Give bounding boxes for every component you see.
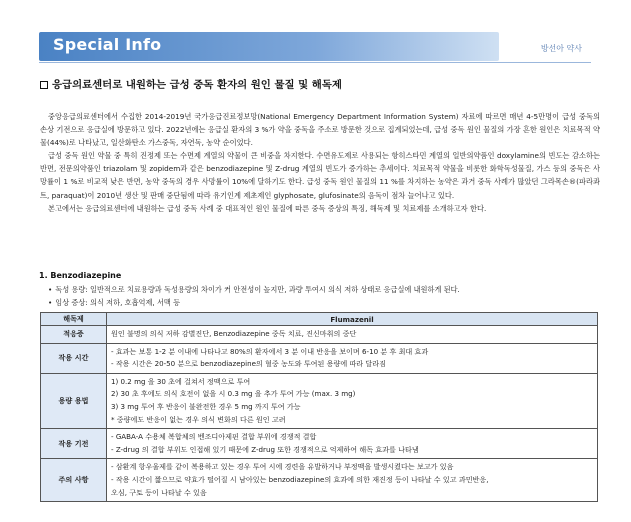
row-line: * 중량에도 반응이 없는 경우 의식 변화의 다른 원인 고려 [111,414,286,424]
banner-title: Special Info [53,35,162,54]
author-name: 방선아 약사 [540,44,582,53]
row-line: - 효과는 보통 1-2 분 이내에 나타나고 80%의 환자에서 3 분 이내 반응을 보이며 6-10 분 후 최대 효과 [111,346,429,356]
row-line: - Z-drug 의 결합 부위도 인접해 있기 때문에 Z-drug 또한 경쟁적으로 억제하여 해독 효과를 나타냄 [111,444,419,454]
row-line: 2) 30 초 후에도 의식 호전이 없을 시 0.3 mg 을 추가 투여 가능 (max. 3 mg) [111,389,356,399]
body-text [40,110,600,215]
bullet-item [48,297,598,310]
section-heading [40,76,600,91]
row-line: 오심, 구토 등이 나타날 수 있음 [111,487,207,497]
table-header-value: Flumazenil [107,313,598,326]
row-content [107,459,598,502]
table-row [41,343,598,373]
section-heading-text: 응급의료센터로 내원하는 급성 중독 환자의 원인 물질 및 해독제 [52,79,342,91]
table-header-label: 해독제 [41,313,107,326]
paragraph: 중앙응급의료센터에서 수집한 2014-2019년 국가응급진료정보망(National Emergency Department Information System) 자료에 따르면 매년 4-5만명이 급성 중독의 손상 기전으로 응급실에 방문하고 있다. 2022년에는 응급실 환자의 3 %가 약을 중독을 주소로 방문한 것으로 집계되었는데, 급성 중독 원인 물질의 가장 흔한 원인은 치료목적 약물(44%)로 나타났고, 일산화탄소 가스중독, 자연독, 농약 순이었다. [40,112,600,148]
row-line: 1) 0.2 mg 을 30 초에 걸쳐서 정맥으로 투여 [111,376,251,386]
drug-bullets [48,284,598,310]
row-label: 작용 시간 [41,343,107,373]
row-content [107,429,598,459]
row-line: 원인 불명의 의식 저하 감별진단, Benzodiazepine 중독 치료, 진신마취의 중단 [111,329,357,338]
table-row [41,429,598,459]
row-line: - 작용 시간은 20-50 분으로 benzodiazepine의 혈중 농도와 투여된 용량에 따라 달라짐 [111,359,386,369]
table-header-row [41,313,598,326]
bullet-item [48,284,598,297]
bullet-dot-icon: • [48,285,53,294]
paragraph: 본고에서는 응급의료센터에 내원하는 급성 중독 사례 중 대표적인 원인 물질에 따른 중독 증상의 특징, 해독제 및 치료제를 소개하고자 한다. [48,203,487,213]
row-line: - 작용 시간이 짧으므로 약효가 떨어질 시 남아있는 benzodiazepine의 효과에 의한 재진정 등이 나타날 수 있고 과민반응, [111,474,489,484]
row-label: 주의 사항 [41,459,107,502]
antidote-table [40,312,598,502]
square-bullet-icon [40,81,48,89]
row-content [107,326,598,344]
drug-title: 1. Benzodiazepine [39,271,122,280]
table-row [41,459,598,502]
header-divider [39,62,591,63]
row-content [107,343,598,373]
bullet-text: 독성 용량: 일반적으로 치료용량과 독성용량의 차이가 커 안전성이 높지만, 과량 투여시 의식 저하 상태로 응급실에 내원하게 된다. [55,285,460,294]
row-line: - GABA-A 수용체 복합체의 벤조디아제핀 결합 부위에 경쟁적 결합 [111,432,317,442]
table-row [41,326,598,344]
row-line: 3) 3 mg 투여 후 반응이 불완전한 경우 5 mg 까지 투여 가능 [111,401,301,411]
row-line: - 삼환계 항우울제를 같이 복용하고 있는 경우 투여 시에 경련을 유발하거나 부정맥을 발생시켰다는 보고가 있음 [111,462,454,472]
row-content [107,373,598,428]
row-label: 작용 기전 [41,429,107,459]
bullet-dot-icon: • [48,297,53,307]
bullet-text: 임상 증상: 의식 저하, 호흡억제, 서맥 등 [55,297,181,307]
row-label: 용량 용법 [41,373,107,428]
paragraph: 급성 중독 원인 약물 중 특히 진정제 또는 수면제 계열의 약물이 큰 비중을 차지한다. 수면유도제로 사용되는 항히스타민 계열의 일반의약품인 doxylamine의 빈도는 감소하는 반면, 전문의약품인 triazolam 및 zopidem과 같은 benzodiazepine 및 Z-drug 계열의 빈도가 증가하는 추세이다. 치료목적 약물을 비롯한 화학독성물질, 가스 등의 중독은 사망률이 1 %로 비교적 낮은 반면, 농약 중독의 경우 사망률이 10%에 달하기도 한다. 급성 중독 원인 물질의 11 %를 차지하는 농약은 과거 중독 사례가 많았던 그라목손®(파라콰트, paraquat)이 2010년 생산 및 판매 중단됨에 따라 유기인계 제초제인 glyphosate, glufosinate의 음독이 점차 늘어나고 있다. [40,151,600,200]
row-label: 적응증 [41,326,107,344]
table-row [41,373,598,428]
